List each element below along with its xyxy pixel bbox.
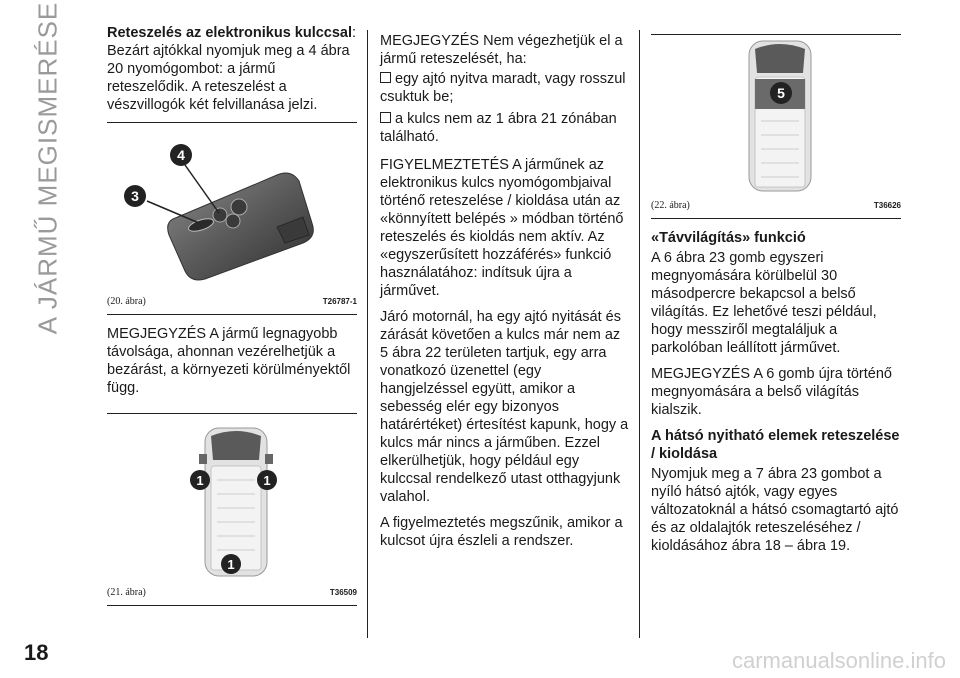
column-3 xyxy=(651,24,901,563)
section-title: A JÁRMŰ MEGISMERÉSE xyxy=(32,1,63,335)
callout-5-label: 5 xyxy=(777,85,785,101)
warning-paragraph: FIGYELMEZTETÉS A járműnek az elektronikus kulcs nyomógombjaival történő reteszelése / kioldása után az «könnyített belépés » módban történő reteszelés és kioldás nem aktív. Az «egyszerűsített hozzáférés» funkció használatához: indítsuk újra a járművet. xyxy=(380,157,624,299)
figure-20-label: (20. ábra) xyxy=(107,296,146,307)
figure-21 xyxy=(107,413,357,606)
column-divider xyxy=(367,30,368,638)
bullet-item xyxy=(380,70,632,106)
bullet-item xyxy=(380,110,632,146)
remote-lighting-paragraph: A 6 ábra 23 gomb egyszeri megnyomására körülbelül 30 másodpercre bekapcsol a belső világítás. Ez lehetővé teszi például, hogy messziről megtaláljuk a parkolóban leállított járművet. xyxy=(651,250,877,356)
intro-text: : Bezárt ajtókkal nyomjuk meg a 4 ábra 20 nyomógombot: a jármű reteszelődik. A reteszelést a vészvillogók két felvillanása jelzi. xyxy=(107,25,357,113)
figure-21-label: (21. ábra) xyxy=(107,587,146,598)
figure-22-caption xyxy=(651,195,901,218)
figure-20-code: T26787-1 xyxy=(322,297,357,306)
figure-22 xyxy=(651,34,901,219)
column-divider xyxy=(639,30,640,638)
section-heading-rear-openings: A hátsó nyitható elemek reteszelése / kioldása xyxy=(651,428,900,462)
bullet-text: egy ajtó nyitva maradt, vagy rosszul csuktuk be; xyxy=(380,71,626,105)
callout-1-left-label: 1 xyxy=(196,473,204,488)
callout-1-right-label: 1 xyxy=(263,473,271,488)
column-1 xyxy=(107,24,357,616)
figure-20 xyxy=(107,122,357,315)
figure-21-caption xyxy=(107,582,357,605)
figure-22-code: T36626 xyxy=(873,201,901,210)
watermark: carmanualsonline.info xyxy=(731,648,946,673)
intro-bold: Reteszelés az elektronikus kulccsal xyxy=(107,25,353,41)
range-note: MEGJEGYZÉS A jármű legnagyobb távolsága, ahonnan vezérelhetjük a bezárást, a környezeti körülményektől függ. xyxy=(107,326,351,396)
figure-20-caption xyxy=(107,291,357,314)
van-top-view-illustration-1 xyxy=(107,414,357,582)
lock-conditions-note: MEGJEGYZÉS Nem végezhetjük el a jármű reteszelését, ha: xyxy=(380,33,623,67)
callout-1-rear-label: 1 xyxy=(227,557,235,572)
key-card-illustration xyxy=(107,123,357,291)
page-number: 18 xyxy=(24,640,49,665)
section-sidebar xyxy=(26,1,70,335)
van-top-view-illustration-2 xyxy=(651,35,901,195)
intro-paragraph xyxy=(107,24,357,114)
engine-running-paragraph: Járó motornál, ha egy ajtó nyitását és zárását követően a kulcs már nem az 5 ábra 22 területen tartjuk, egy arra vonatkozó üzenettel (egy hangjelzéssel együtt, amikor a sebesség elér egy bizonyos határértéket) értesítést kapunk, hogy a kulcs már nincs a járműben. Ezzel elkerülhetjük, hogy például egy kulccsal rendelkező utast otthagyjunk valahol. xyxy=(380,309,629,505)
callout-3-label: 3 xyxy=(131,188,139,204)
section-heading-remote-lighting: «Távvilágítás» funkció xyxy=(651,230,806,246)
remote-lighting-note: MEGJEGYZÉS A 6 gomb újra történő megnyomására a belső világítás kialszik. xyxy=(651,366,892,418)
warning-end-paragraph: A figyelmeztetés megszűnik, amikor a kulcsot újra észleli a rendszer. xyxy=(380,515,623,549)
callout-4-label: 4 xyxy=(177,147,185,163)
figure-21-code: T36509 xyxy=(329,588,357,597)
checkbox-icon xyxy=(380,72,391,83)
bullet-text: a kulcs nem az 1 ábra 21 zónában található. xyxy=(380,111,617,145)
figure-22-label: (22. ábra) xyxy=(651,200,690,211)
rear-openings-paragraph: Nyomjuk meg a 7 ábra 23 gombot a nyíló hátsó ajtók, vagy egyes változatoknál a hátsó csomagtartó ajtó és az oldalajtók reteszeléséhez / kioldásához ábra 18 – ábra 19. xyxy=(651,466,899,554)
column-2 xyxy=(380,32,632,558)
checkbox-icon xyxy=(380,112,391,123)
